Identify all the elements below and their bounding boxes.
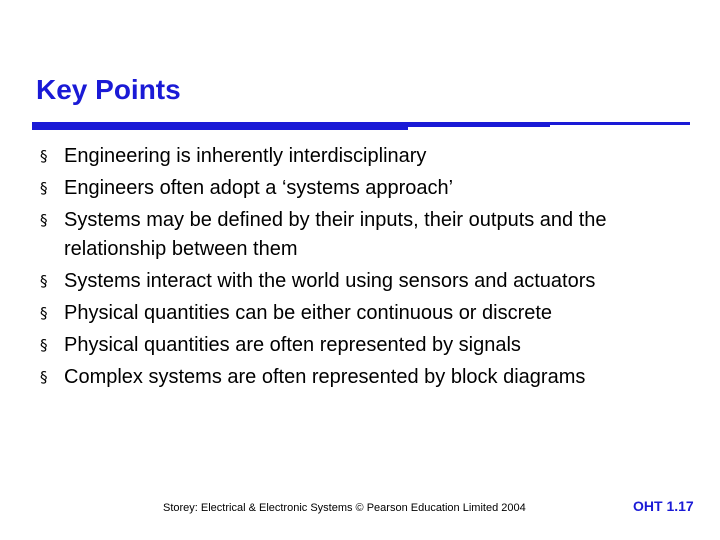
bullet-text: Engineers often adopt a ‘systems approach’ xyxy=(64,177,454,199)
bullet-marker-icon: § xyxy=(40,336,48,354)
underline-thick-segment xyxy=(32,122,408,130)
bullet-item xyxy=(40,363,690,392)
bullet-text: Physical quantities can be either continuous or discrete xyxy=(64,302,553,324)
bullet-list xyxy=(40,142,690,395)
bullet-item xyxy=(40,174,690,203)
bullet-item xyxy=(40,206,690,264)
bullet-text: Complex systems are often represented by block diagrams xyxy=(64,366,586,388)
bullet-text: Physical quantities are often represented by signals xyxy=(64,334,521,356)
bullet-item xyxy=(40,267,690,296)
bullet-item xyxy=(40,142,690,171)
slide-number: OHT 1.17 xyxy=(633,498,694,514)
slide-title: Key Points xyxy=(36,74,181,105)
bullet-marker-icon: § xyxy=(40,368,48,386)
bullet-text: Systems interact with the world using sensors and actuators xyxy=(64,270,596,292)
underline-thin-segment xyxy=(550,122,690,125)
bullet-marker-icon: § xyxy=(40,211,48,229)
bullet-item xyxy=(40,299,690,328)
bullet-marker-icon: § xyxy=(40,304,48,322)
title-underline xyxy=(32,122,690,134)
bullet-marker-icon: § xyxy=(40,272,48,290)
bullet-marker-icon: § xyxy=(40,179,48,197)
bullet-text: Systems may be defined by their inputs, their outputs and the relationship between them xyxy=(64,209,607,260)
bullet-marker-icon: § xyxy=(40,147,48,165)
bullet-item xyxy=(40,331,690,360)
bullet-text: Engineering is inherently interdisciplinary xyxy=(64,145,427,167)
underline-medium-segment xyxy=(408,122,550,127)
footer-copyright: Storey: Electrical & Electronic Systems © Pearson Education Limited 2004 xyxy=(163,502,526,514)
